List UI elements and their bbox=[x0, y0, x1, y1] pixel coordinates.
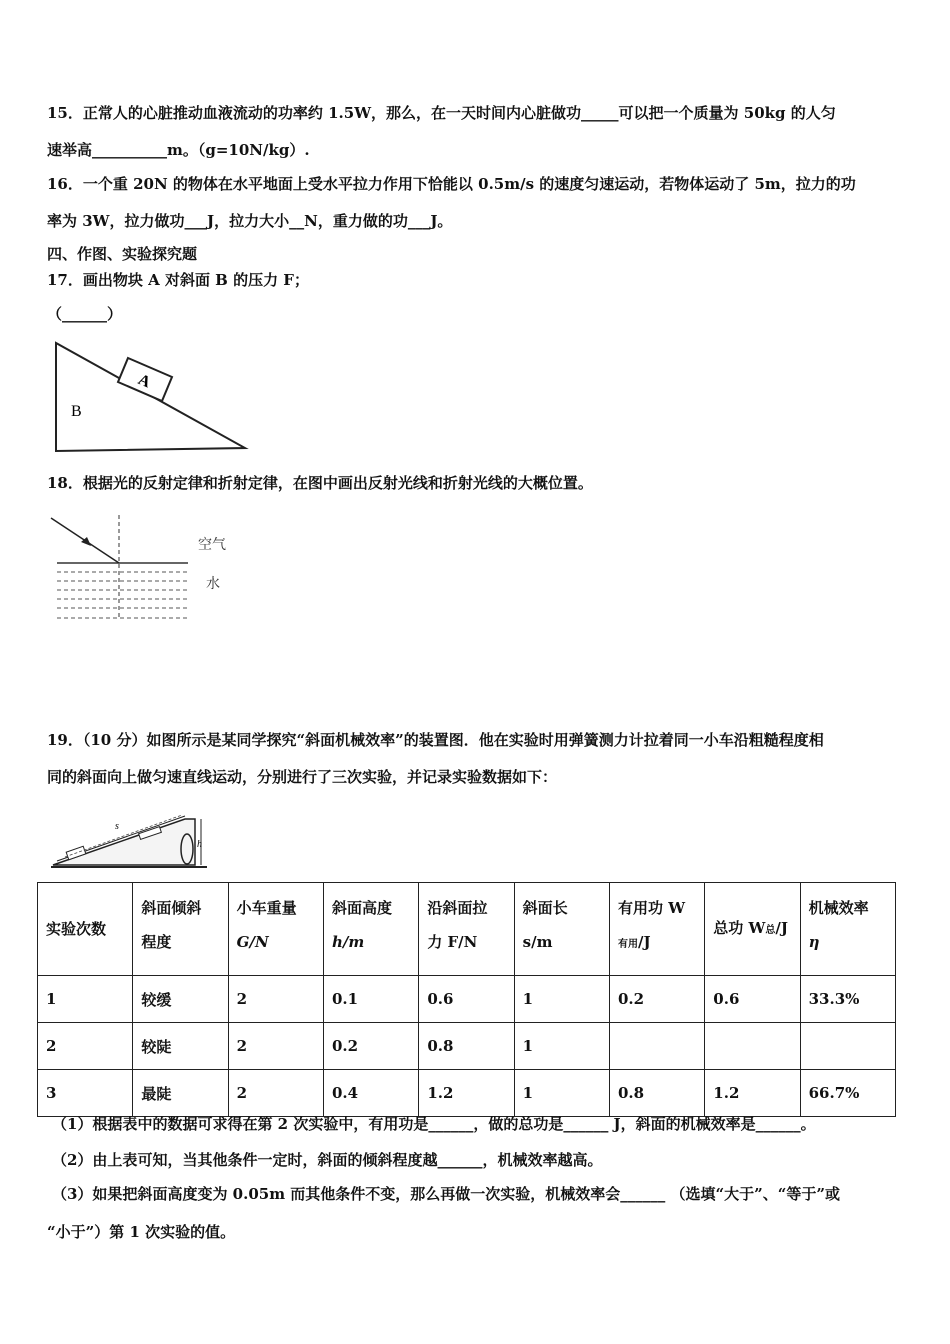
header-useful-work: 有用功 W 有用/J bbox=[609, 883, 704, 976]
table-header-row bbox=[38, 883, 896, 976]
label-b: B bbox=[71, 403, 82, 420]
section-heading: 四、作图、实验探究题 bbox=[47, 245, 198, 263]
apparatus-diagram bbox=[45, 805, 215, 875]
q16-line2: 率为 3W，拉力做功___J，拉力大小__N，重力做的功___J。 bbox=[47, 212, 453, 230]
subq-2: （2）由上表可知，当其他条件一定时，斜面的倾斜程度越______，机械效率越高。 bbox=[52, 1151, 603, 1169]
table-row: 1 较缓 2 0.1 0.6 1 0.2 0.6 33.3% bbox=[38, 976, 896, 1023]
header-total-work: 总功 W总/J bbox=[705, 883, 800, 976]
q16-line1: 16．一个重 20N 的物体在水平地面上受水平拉力作用下恰能以 0.5m/s 的速度匀速运动，若物体运动了 5m，拉力的功 bbox=[47, 175, 856, 193]
label-h: h bbox=[197, 839, 202, 850]
header-force: 沿斜面拉 力 F/N bbox=[419, 883, 514, 976]
label-water: 水 bbox=[206, 576, 220, 592]
label-s: s bbox=[115, 821, 119, 832]
header-weight: 小车重量 G/N bbox=[228, 883, 323, 976]
header-trial: 实验次数 bbox=[38, 883, 133, 976]
subq-3b: “小于”）第 1 次实验的值。 bbox=[47, 1223, 236, 1241]
header-efficiency: 机械效率 η bbox=[800, 883, 895, 976]
q19-line1: 19．（10 分）如图所示是某同学探究“斜面机械效率”的装置图．他在实验时用弹簧测力计拉着同一小车沿粗糙程度相 bbox=[47, 731, 824, 749]
header-length: 斜面长 s/m bbox=[514, 883, 609, 976]
subq-3a: （3）如果把斜面高度变为 0.05m 而其他条件不变，那么再做一次实验，机械效率会______ （选填“大于”、“等于”或 bbox=[52, 1185, 841, 1203]
subq-1: （1）根据表中的数据可求得在第 2 次实验中，有用功是______，做的总功是______ J，斜面的机械效率是______。 bbox=[52, 1115, 816, 1133]
refraction-diagram bbox=[45, 510, 245, 625]
label-a: A bbox=[135, 371, 153, 392]
q15-line1: 15．正常人的心脏推动血液流动的功率约 1.5W，那么，在一天时间内心脏做功_____可以把一个质量为 50kg 的人匀 bbox=[47, 104, 836, 122]
table-row: 2 较陡 2 0.2 0.8 1 bbox=[38, 1023, 896, 1070]
label-air: 空气 bbox=[198, 537, 226, 553]
data-table bbox=[37, 882, 896, 1117]
q18-text: 18．根据光的反射定律和折射定律，在图中画出反射光线和折射光线的大概位置。 bbox=[47, 474, 593, 492]
incline-diagram bbox=[45, 338, 255, 458]
header-slope: 斜面倾斜 程度 bbox=[133, 883, 228, 976]
q15-line2: 速举高__________m。（g=10N/kg）. bbox=[47, 141, 310, 159]
q17-blank: （______） bbox=[47, 305, 123, 323]
table-row: 3 最陡 2 0.4 1.2 1 0.8 1.2 66.7% bbox=[38, 1070, 896, 1117]
q19-line2: 同的斜面向上做匀速直线运动，分别进行了三次实验，并记录实验数据如下： bbox=[47, 768, 558, 786]
q17-text: 17．画出物块 A 对斜面 B 的压力 F； bbox=[47, 271, 309, 289]
header-height: 斜面高度 h/m bbox=[323, 883, 418, 976]
